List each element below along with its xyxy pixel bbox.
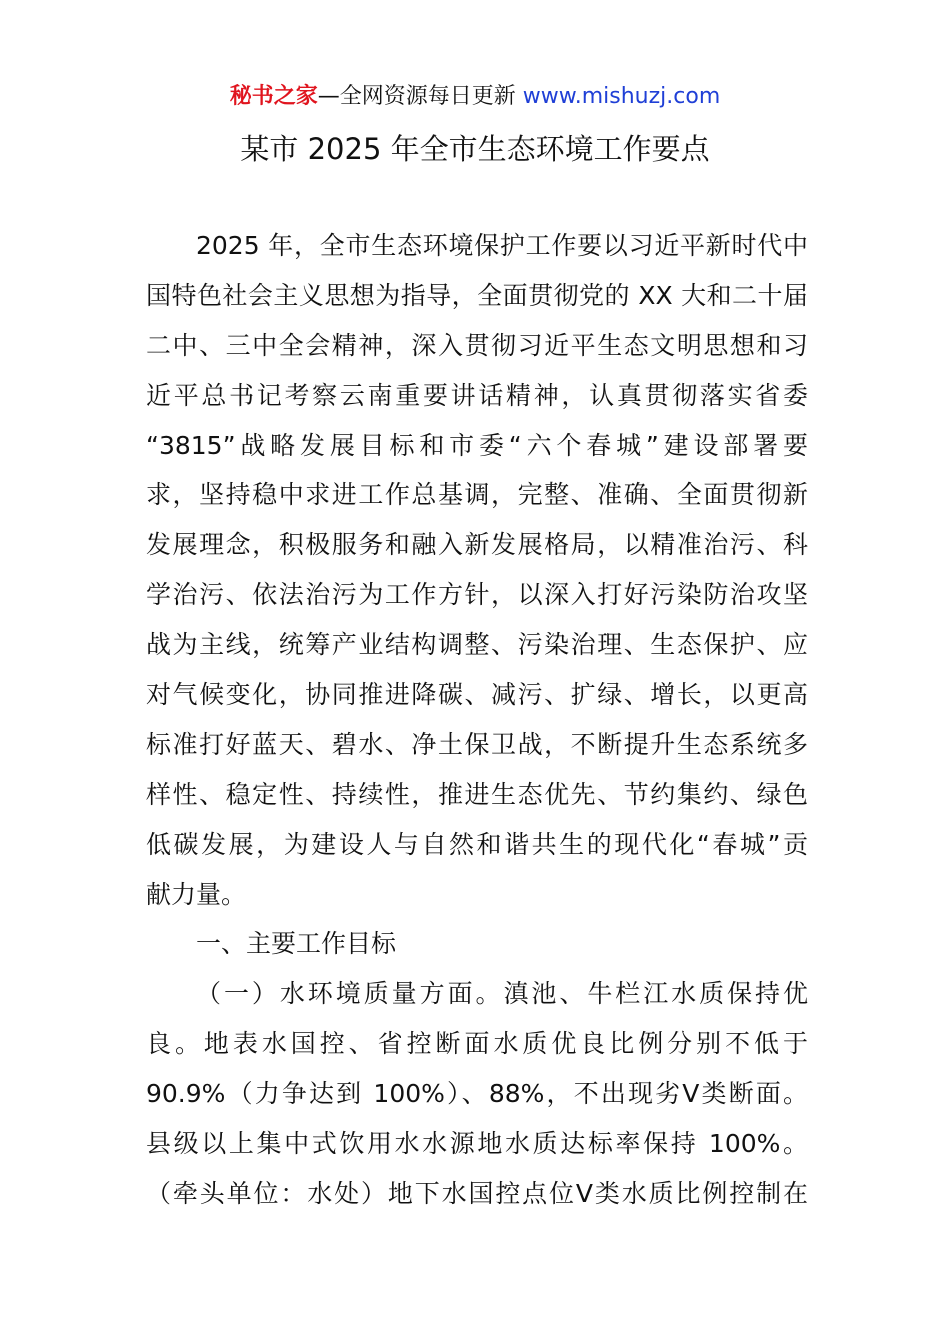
- body-line: 学治污、依法治污为工作方针，以深入打好污染防治攻坚: [146, 580, 808, 610]
- body-line: 对气候变化，协同推进降碳、减污、扩绿、增长，以更高: [146, 680, 808, 710]
- section-heading: 一、主要工作目标: [196, 929, 397, 959]
- document-body: [146, 224, 808, 1222]
- document-title: 某市 2025 年全市生态环境工作要点: [240, 132, 710, 166]
- body-line: 近平总书记考察云南重要讲话精神，认真贯彻落实省委: [146, 380, 808, 410]
- body-line: 2025 年，全市生态环境保护工作要以习近平新时代中: [196, 231, 808, 260]
- body-line: （一）水环境质量方面。滇池、牛栏江水质保持优: [196, 979, 808, 1009]
- site-tagline: —全网资源每日更新: [317, 84, 523, 109]
- body-line: 样性、稳定性、持续性，推进生态优先、节约集约、绿色: [146, 779, 808, 809]
- body-line: （牵头单位：水处）地下水国控点位Ⅴ类水质比例控制在: [146, 1178, 808, 1208]
- body-line: 求，坚持稳中求进工作总基调，完整、准确、全面贯彻新: [146, 480, 808, 510]
- site-brand: 秘书之家: [229, 84, 318, 109]
- body-line: 战为主线，统筹产业结构调整、污染治理、生态保护、应: [146, 630, 808, 660]
- body-line: “3815”战略发展目标和市委“六个春城”建设部署要: [146, 430, 808, 460]
- site-url-link[interactable]: www.mishuzj.com: [522, 84, 721, 109]
- body-line: 国特色社会主义思想为指导，全面贯彻党的 XX 大和二十届: [146, 280, 808, 310]
- body-line: 发展理念，积极服务和融入新发展格局，以精准治污、科: [146, 530, 808, 560]
- body-line: 二中、三中全会精神，深入贯彻习近平生态文明思想和习: [146, 330, 808, 360]
- site-header: [0, 80, 950, 114]
- body-line: 标准打好蓝天、碧水、净土保卫战，不断提升生态系统多: [146, 729, 808, 759]
- body-line: 低碳发展，为建设人与自然和谐共生的现代化“春城”贡: [146, 829, 808, 859]
- body-line: 90.9%（力争达到 100%）、88%，不出现劣Ⅴ类断面。: [146, 1079, 808, 1109]
- body-line: 县级以上集中式饮用水水源地水质达标率保持 100%。: [146, 1129, 808, 1159]
- body-line: 良。地表水国控、省控断面水质优良比例分别不低于: [146, 1029, 808, 1059]
- body-line: 献力量。: [146, 879, 247, 909]
